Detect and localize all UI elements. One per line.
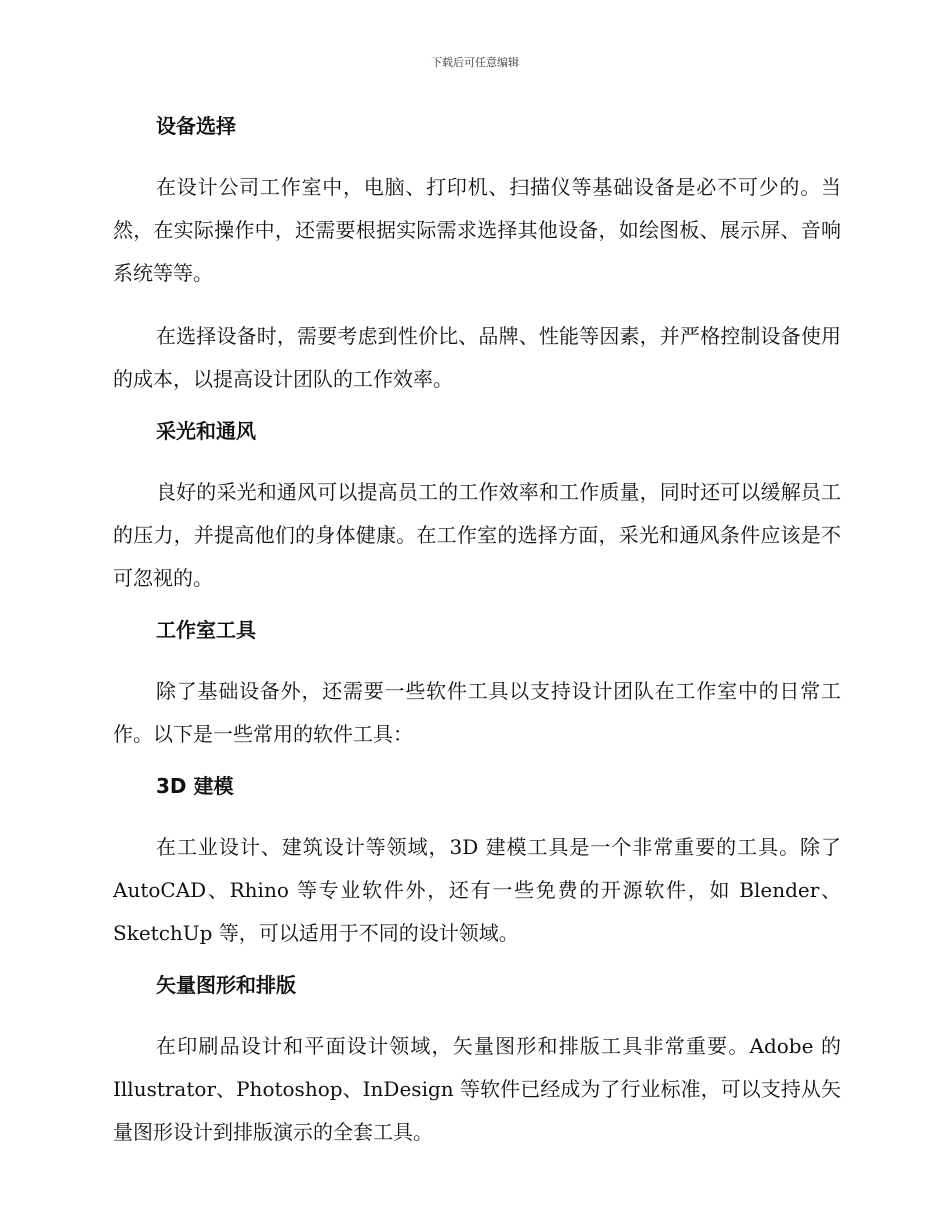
paragraph: 良好的采光和通风可以提高员工的工作效率和工作质量，同时还可以缓解员工的压力，并提高他们的身体健康。在工作室的选择方面，采光和通风条件应该是不可忽视的。 [113,480,841,590]
section-heading: 工作室工具 [156,618,256,642]
section-heading: 设备选择 [156,114,236,138]
section-vector-layout [113,965,841,1154]
page-header: 下载后可任意编辑 [431,56,519,69]
paragraph: 在设计公司工作室中，电脑、打印机、扫描仪等基础设备是必不可少的。当然，在实际操作中，还需要根据实际需求选择其他设备，如绘图板、展示屏、音响系统等等。 [113,175,841,285]
paragraph: 在工业设计、建筑设计等领域，3D 建模工具是一个非常重要的工具。除了 AutoCAD、Rhino 等专业软件外，还有一些免费的开源软件，如 Blender、SketchUp 等，可以适用于不同的设计领域。 [113,835,841,945]
document-body [113,106,841,1164]
section-heading: 矢量图形和排版 [156,973,296,997]
section-equipment [113,106,841,401]
section-lighting [113,411,841,600]
section-heading: 3D 建模 [156,774,234,798]
section-heading: 采光和通风 [156,419,256,443]
paragraph: 除了基础设备外，还需要一些软件工具以支持设计团队在工作室中的日常工作。以下是一些常用的软件工具： [113,679,841,746]
section-3d-modeling [113,766,841,955]
paragraph: 在印刷品设计和平面设计领域，矢量图形和排版工具非常重要。Adobe 的 Illustrator、Photoshop、InDesign 等软件已经成为了行业标准，可以支持从矢量图形设计到排版演示的全套工具。 [113,1034,841,1144]
paragraph: 在选择设备时，需要考虑到性价比、品牌、性能等因素，并严格控制设备使用的成本，以提高设计团队的工作效率。 [113,324,841,391]
section-tools [113,610,841,756]
